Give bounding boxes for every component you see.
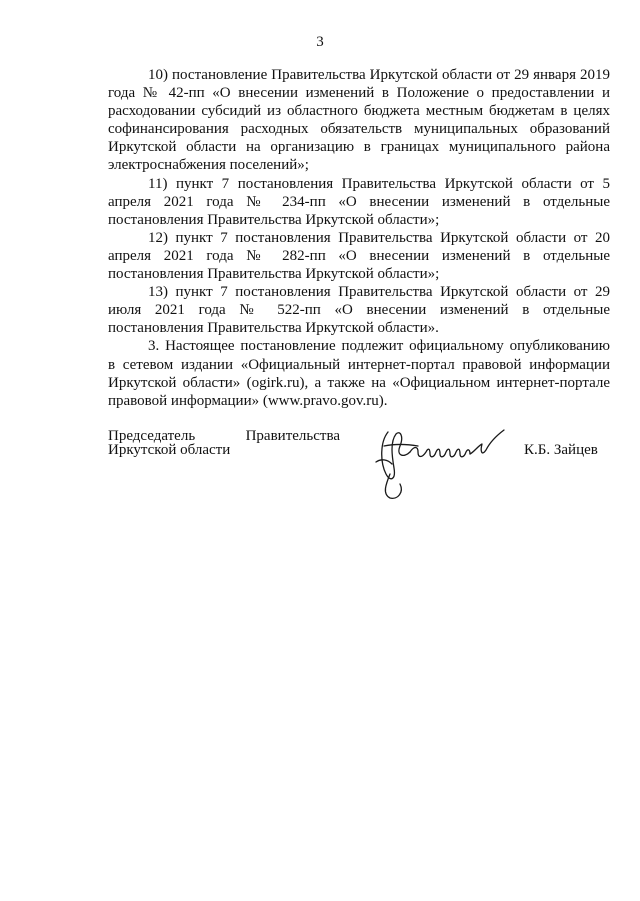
list-item-11: 11) пункт 7 постановления Правительства Иркутской области от 5 апреля 2021 года № 234-пп «О внесении изменений в отдельные постановления Правительства Иркутской области»; xyxy=(108,175,610,228)
signer-organization: Иркутской области xyxy=(108,442,231,458)
list-item-13: 13) пункт 7 постановления Правительства Иркутской области от 29 июля 2021 года № 522-пп «О внесении изменений в отдельные постановления Правительства Иркутской области». xyxy=(108,284,610,337)
page-number: 3 xyxy=(316,34,324,50)
signature-block xyxy=(108,428,610,508)
publication-clause: 3. Настоящее постановление подлежит официальному опубликованию в сетевом издании «Официальный интернет-портал правовой информации Иркутской области» (ogirk.ru), а также на «Официальном интернет-портале правовой информации» (www.pravo.gov.ru). xyxy=(108,338,610,409)
list-item-10: 10) постановление Правительства Иркутской области от 29 января 2019 года № 42-пп «О внесении изменений в Положение о предоставлении и расходовании субсидий из областного бюджета местным бюджетам в целях софинансирования расходных обязательств муниципальных образований Иркутской области на организацию в границах муниципального района электроснабжения поселений»; xyxy=(108,67,610,174)
document-body xyxy=(108,66,610,410)
list-item-12: 12) пункт 7 постановления Правительства Иркутской области от 20 апреля 2021 года № 282-пп «О внесении изменений в отдельные постановления Правительства Иркутской области»; xyxy=(108,229,610,283)
handwritten-signature xyxy=(370,422,520,504)
signer-title: Председатель Правительства xyxy=(108,428,340,444)
signer-name: К.Б. Зайцев xyxy=(524,442,598,458)
